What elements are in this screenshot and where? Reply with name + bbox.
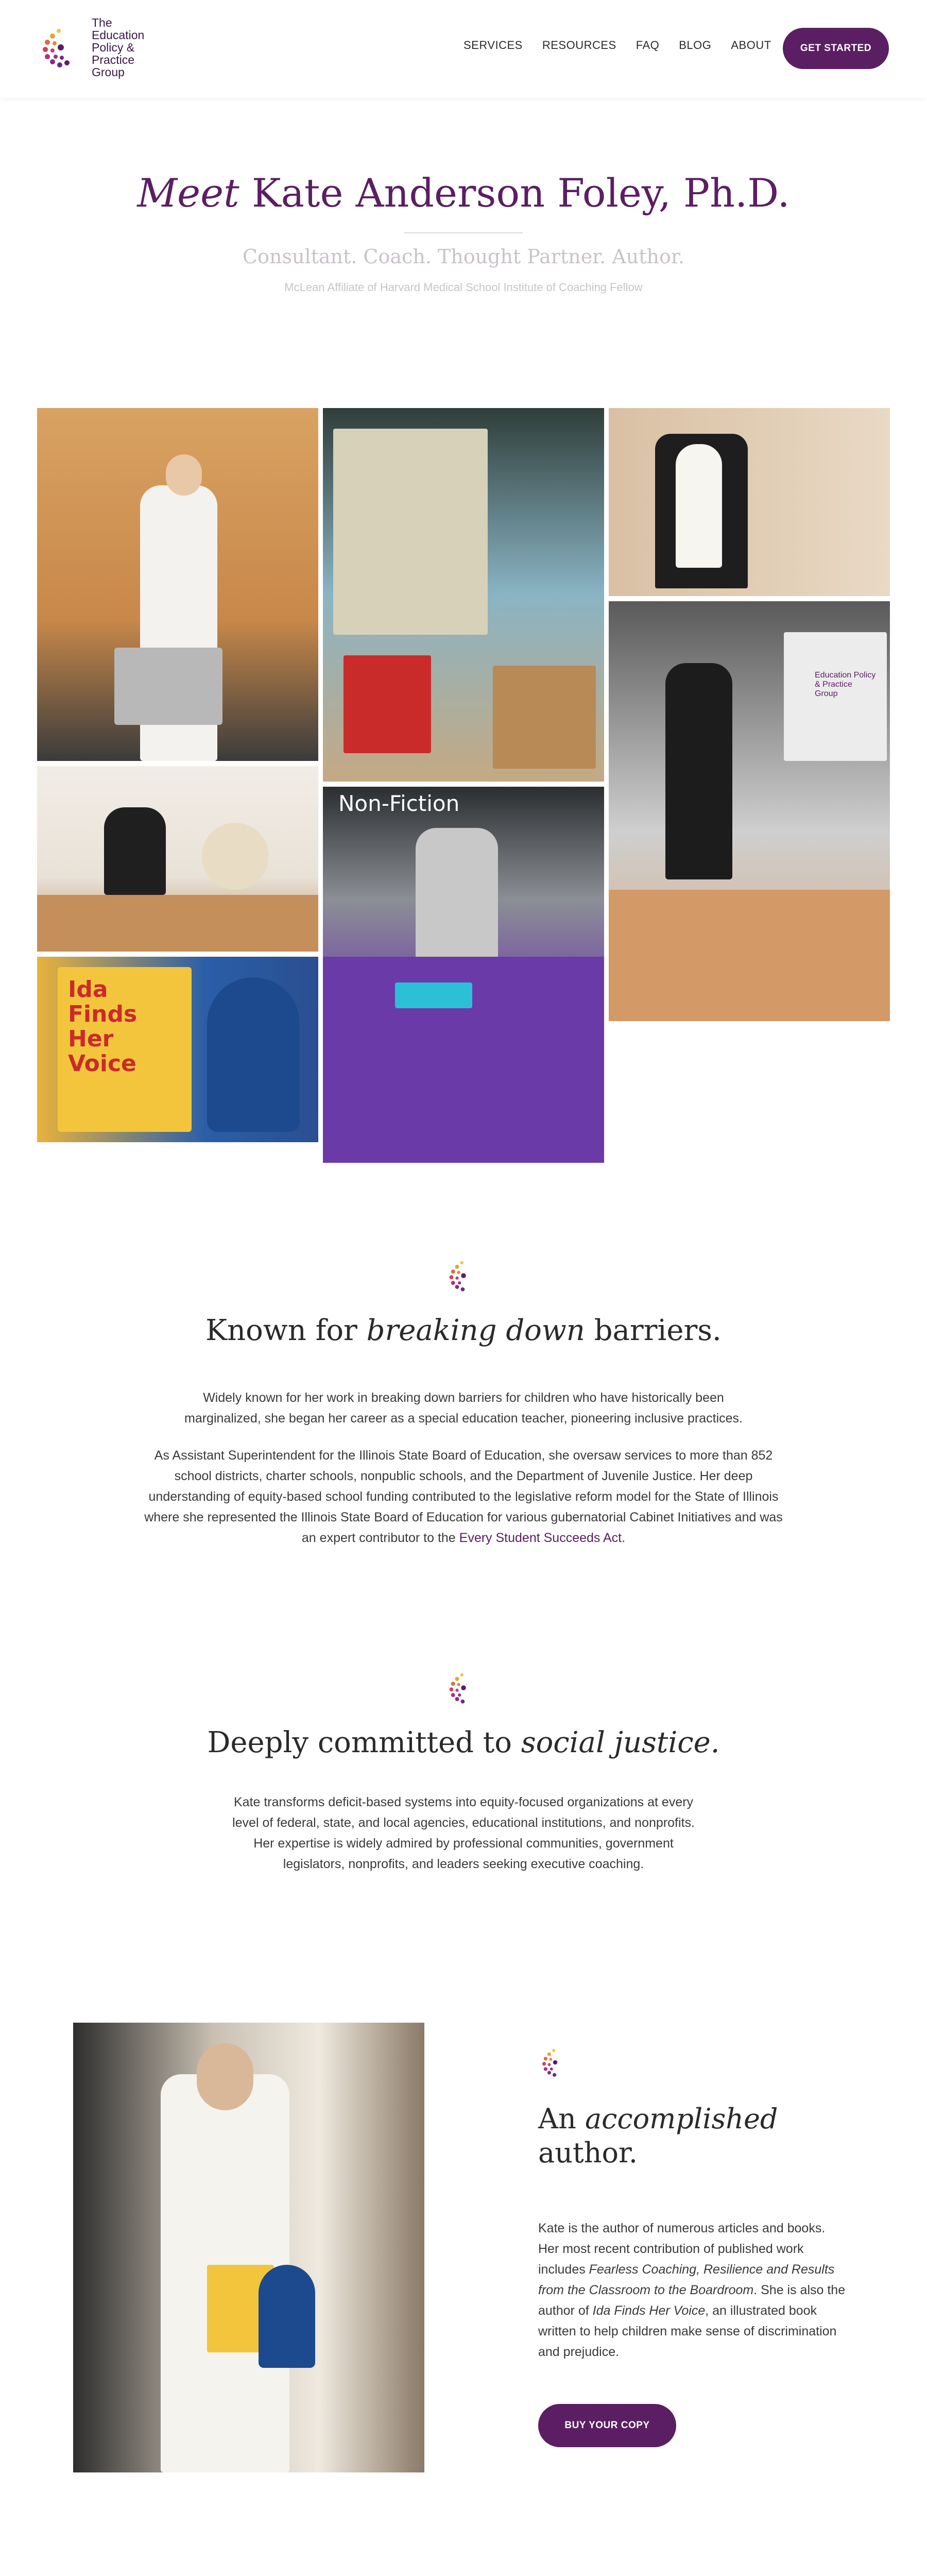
paragraph-text: Kate is the author of numerous articles and books. Her most recent contribution of published work includes (538, 2221, 826, 2277)
bulletin-board (333, 429, 488, 635)
logo-line: Education (92, 28, 145, 42)
desk (37, 895, 318, 952)
laptop (114, 648, 222, 725)
logo-wordmark (92, 16, 144, 78)
logo-line: Practice (92, 53, 135, 66)
get-started-button[interactable]: GET STARTED (783, 28, 889, 69)
book-title: Ida Finds Her Voice (68, 976, 138, 1077)
logo-emblem-icon (37, 24, 84, 71)
hero-subtitle: Consultant. Coach. Thought Partner. Author. (243, 245, 684, 268)
page-title (0, 170, 927, 216)
author-title (538, 2102, 778, 2170)
sign-text: Non-Fiction (338, 791, 460, 816)
justice-paragraph: Kate transforms deficit-based systems into equity-focused organizations at every level of federal, state, and local agencies, educational institutions, and nonprofits. Her expertise is widely admired by professional communities, government legislators, nonprofits, and leaders seeking executive coaching. (232, 1795, 695, 1871)
site-logo[interactable] (37, 11, 161, 83)
section-emblem-icon (538, 2045, 572, 2079)
photo-book-cover (37, 957, 318, 1142)
section-emblem-icon (445, 1257, 482, 1294)
title-part: barriers. (585, 1314, 722, 1347)
essa-link[interactable]: Every Student Succeeds Act (459, 1531, 622, 1545)
logo-line: The (92, 16, 112, 29)
title-part: author. (538, 2137, 638, 2169)
photo-presentation (609, 601, 890, 1021)
author-paragraph (538, 2218, 847, 2362)
section-emblem-icon (445, 1669, 482, 1706)
book-stack (395, 982, 472, 1008)
title-emphasis: breaking down (366, 1314, 585, 1347)
logo-line: Group (92, 65, 125, 79)
title-emphasis: accomplished (585, 2103, 778, 2135)
screen-text: Education Policy & Practice Group (815, 671, 876, 698)
paragraph-text: , an illustrated book written to help children make sense of discrimination and prejudice. (538, 2303, 837, 2359)
buy-your-copy-button[interactable]: BUY YOUR COPY (538, 2404, 676, 2447)
person-figure (104, 807, 166, 895)
main-nav (464, 39, 791, 52)
owl-plush (207, 977, 300, 1132)
person-head (197, 2043, 253, 2110)
book-display (344, 655, 431, 753)
title-name: Kate Anderson Foley, Ph.D. (239, 170, 790, 216)
justice-title (0, 1726, 927, 1759)
title-part: Deeply committed to (207, 1726, 521, 1759)
person-figure (416, 828, 498, 962)
barriers-title (0, 1314, 927, 1347)
nav-about[interactable]: ABOUT (731, 39, 771, 52)
paragraph-text: As Assistant Superintendent for the Illinois State Board of Education, she oversaw services to more than 852 school districts, charter schools, nonpublic schools, and the Department of Juvenile Justice. Her deep understanding of equity-based school funding contributed to the legislative reform model for the State of Illinois where she represented the Illinois State Board of Education for various gubernatorial Cabinet Initiatives and was an expert contributor to the (144, 1448, 783, 1545)
person-figure (676, 444, 722, 568)
title-divider (404, 232, 523, 233)
nav-services[interactable]: SERVICES (464, 39, 523, 52)
author-photo (73, 2023, 424, 2472)
title-part: Known for (205, 1314, 367, 1347)
person-head (166, 454, 202, 496)
person-figure (665, 663, 732, 879)
photo-book-table (323, 787, 604, 1163)
globe (202, 823, 269, 890)
title-emphasis: social justice. (521, 1726, 720, 1759)
photo-podium (37, 408, 318, 761)
barriers-paragraph-1: Widely known for her work in breaking down barriers for children who have historically been marginalized, she began her career as a special education teacher, pioneering inclusive practices. (184, 1391, 743, 1426)
nav-resources[interactable]: RESOURCES (542, 39, 616, 52)
title-emphasis: Meet (137, 170, 239, 216)
book-title-ida: Ida Finds Her Voice (592, 2303, 706, 2318)
photo-classroom (323, 408, 604, 782)
bookshelf (493, 666, 596, 769)
book-title-fearless: Fearless Coaching, Resilience and Results from the Classroom to the Boardroom (538, 2262, 835, 2297)
paragraph-end: . (622, 1531, 626, 1545)
photo-desk-globe (37, 766, 318, 952)
nav-faq[interactable]: FAQ (636, 39, 660, 52)
nav-blog[interactable]: BLOG (679, 39, 712, 52)
hero-affiliation: McLean Affiliate of Harvard Medical School Institute of Coaching Fellow (284, 281, 643, 294)
owl-plush (259, 2265, 315, 2368)
title-part: An (538, 2103, 585, 2135)
logo-line: Policy & (92, 41, 135, 54)
photo-armchair (609, 408, 890, 596)
barriers-paragraph-2 (144, 1445, 783, 1548)
desk (609, 890, 890, 1021)
paragraph-text: . She is also the author of (538, 2283, 846, 2318)
